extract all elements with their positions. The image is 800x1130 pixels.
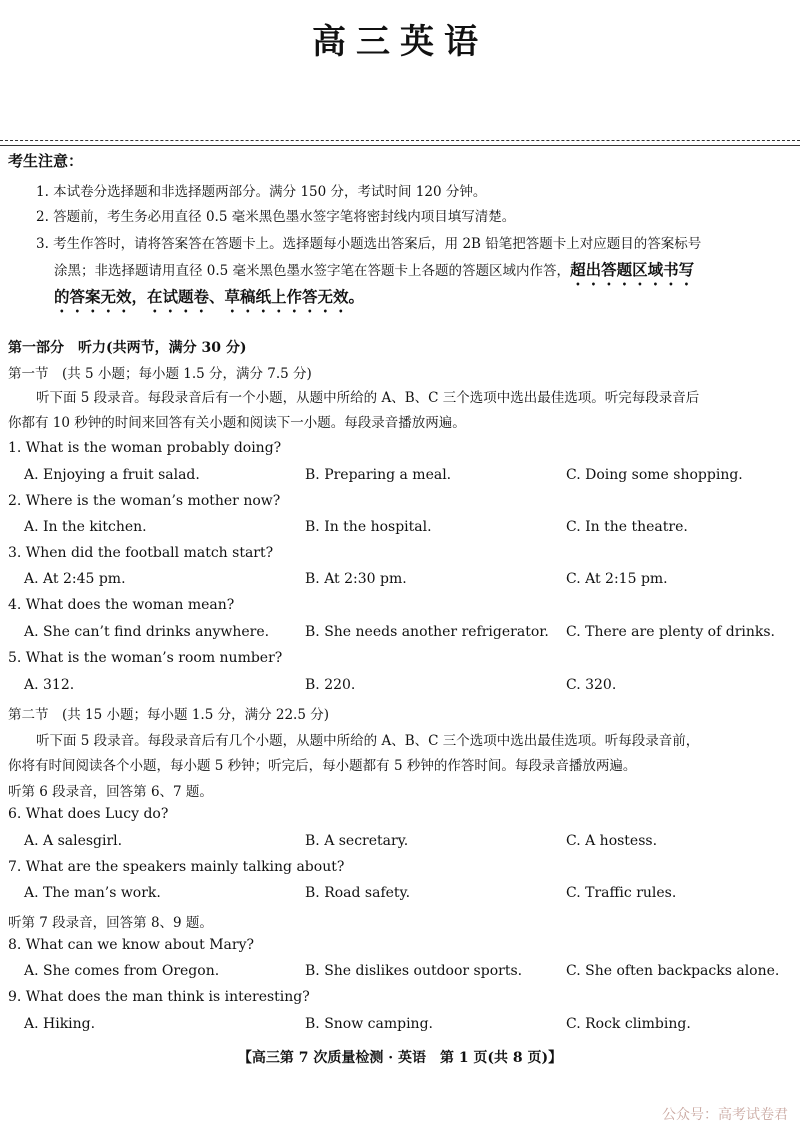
notice-item-2: 2. 答题前，考生务必用直径 0.5 毫米黑色墨水签字笔将密封线内项目填写清楚。 (36, 209, 516, 225)
q5-option-a: A. 312. (24, 677, 75, 693)
notice-heading: 考生注意： (8, 152, 84, 170)
page-footer: 【高三第 7 次质量检测 · 英语 第 1 页(共 8 页)】 (237, 1050, 563, 1066)
notice-emphasis-1: 超出答题区域书写 (570, 260, 695, 279)
q2-option-c: C. In the theatre. (566, 519, 688, 535)
page-title: 高三英语 (312, 22, 488, 62)
q7-option-b: B. Road safety. (305, 885, 411, 901)
q9-option-a: A. Hiking. (24, 1016, 96, 1032)
section2-instruction-line-1: 听下面 5 段录音。每段录音后有几个小题，从题中所给的 A、B、C 三个选项中选出最佳选项。听每段录音前， (36, 733, 700, 749)
q6-option-b: B. A secretary. (305, 833, 409, 849)
q1-option-a: A. Enjoying a fruit salad. (24, 467, 200, 483)
question-8: 8. What can we know about Mary? (8, 937, 254, 953)
notice-item-1: 1. 本试卷分选择题和非选择题两部分。满分 150 分，考试时间 120 分钟。 (36, 184, 487, 200)
q6-option-a: A. A salesgirl. (24, 833, 123, 849)
question-9: 9. What does the man think is interesting? (8, 989, 310, 1005)
q1-option-b: B. Preparing a meal. (305, 467, 452, 483)
notice-emphasis-2: 的答案无效，在试题卷、草稿纸上作答无效。 (54, 287, 365, 306)
q7-option-a: A. The man’s work. (24, 885, 161, 901)
watermark: 公众号：高考试卷君 (662, 1107, 788, 1123)
q4-option-c: C. There are plenty of drinks. (566, 624, 776, 640)
q3-option-a: A. At 2:45 pm. (24, 571, 126, 587)
q4-option-b: B. She needs another refrigerator. (305, 624, 549, 640)
question-3: 3. When did the football match start? (8, 545, 274, 561)
q7-option-c: C. Traffic rules. (566, 885, 677, 901)
q2-option-b: B. In the hospital. (305, 519, 432, 535)
q8-option-b: B. She dislikes outdoor sports. (305, 963, 523, 979)
section1-instruction-line-1: 听下面 5 段录音。每段录音后有一个小题，从题中所给的 A、B、C 三个选项中选出最佳选项。听完每段录音后 (36, 390, 700, 406)
q2-option-a: A. In the kitchen. (24, 519, 147, 535)
seal-line-dashed (0, 140, 800, 141)
q4-option-a: A. She can’t find drinks anywhere. (24, 624, 270, 640)
q3-option-b: B. At 2:30 pm. (305, 571, 407, 587)
question-7: 7. What are the speakers mainly talking about? (8, 859, 345, 875)
section2-instruction-line-2: 你将有时间阅读各个小题，每小题 5 秒钟；听完后，每小题都有 5 秒钟的作答时间。每段录音播放两遍。 (8, 758, 637, 774)
seal-line-solid (0, 145, 800, 146)
question-6: 6. What does Lucy do? (8, 806, 169, 822)
question-1: 1. What is the woman probably doing? (8, 440, 282, 456)
q3-option-c: C. At 2:15 pm. (566, 571, 668, 587)
notice-item-3-line-2-text: 涂黑；非选择题请用直径 0.5 毫米黑色墨水签字笔在答题卡上各题的答题区域内作答， (54, 263, 571, 279)
q1-option-c: C. Doing some shopping. (566, 467, 743, 483)
q9-option-c: C. Rock climbing. (566, 1016, 691, 1032)
q5-option-c: C. 320. (566, 677, 617, 693)
listen-instruction-6: 听第 6 段录音，回答第 6、7 题。 (8, 784, 213, 800)
section1-instruction-line-2: 你都有 10 秒钟的时间来回答有关小题和阅读下一小题。每段录音播放两遍。 (8, 415, 466, 431)
listen-instruction-7: 听第 7 段录音，回答第 8、9 题。 (8, 915, 213, 931)
q8-option-c: C. She often backpacks alone. (566, 963, 780, 979)
q6-option-c: C. A hostess. (566, 833, 658, 849)
q5-option-b: B. 220. (305, 677, 356, 693)
q8-option-a: A. She comes from Oregon. (24, 963, 220, 979)
question-4: 4. What does the woman mean? (8, 597, 235, 613)
q9-option-b: B. Snow camping. (305, 1016, 433, 1032)
notice-item-3-line-1: 3. 考生作答时，请将答案答在答题卡上。选择题每小题选出答案后，用 2B 铅笔把答题卡上对应题目的答案标号 (36, 236, 702, 252)
question-5: 5. What is the woman’s room number? (8, 650, 283, 666)
section2-heading: 第二节 (共 15 小题；每小题 1.5 分，满分 22.5 分) (8, 707, 329, 723)
question-2: 2. Where is the woman’s mother now? (8, 493, 281, 509)
section1-heading: 第一节 (共 5 小题；每小题 1.5 分，满分 7.5 分) (8, 366, 312, 382)
part1-heading: 第一部分 听力(共两节，满分 30 分) (8, 340, 247, 356)
